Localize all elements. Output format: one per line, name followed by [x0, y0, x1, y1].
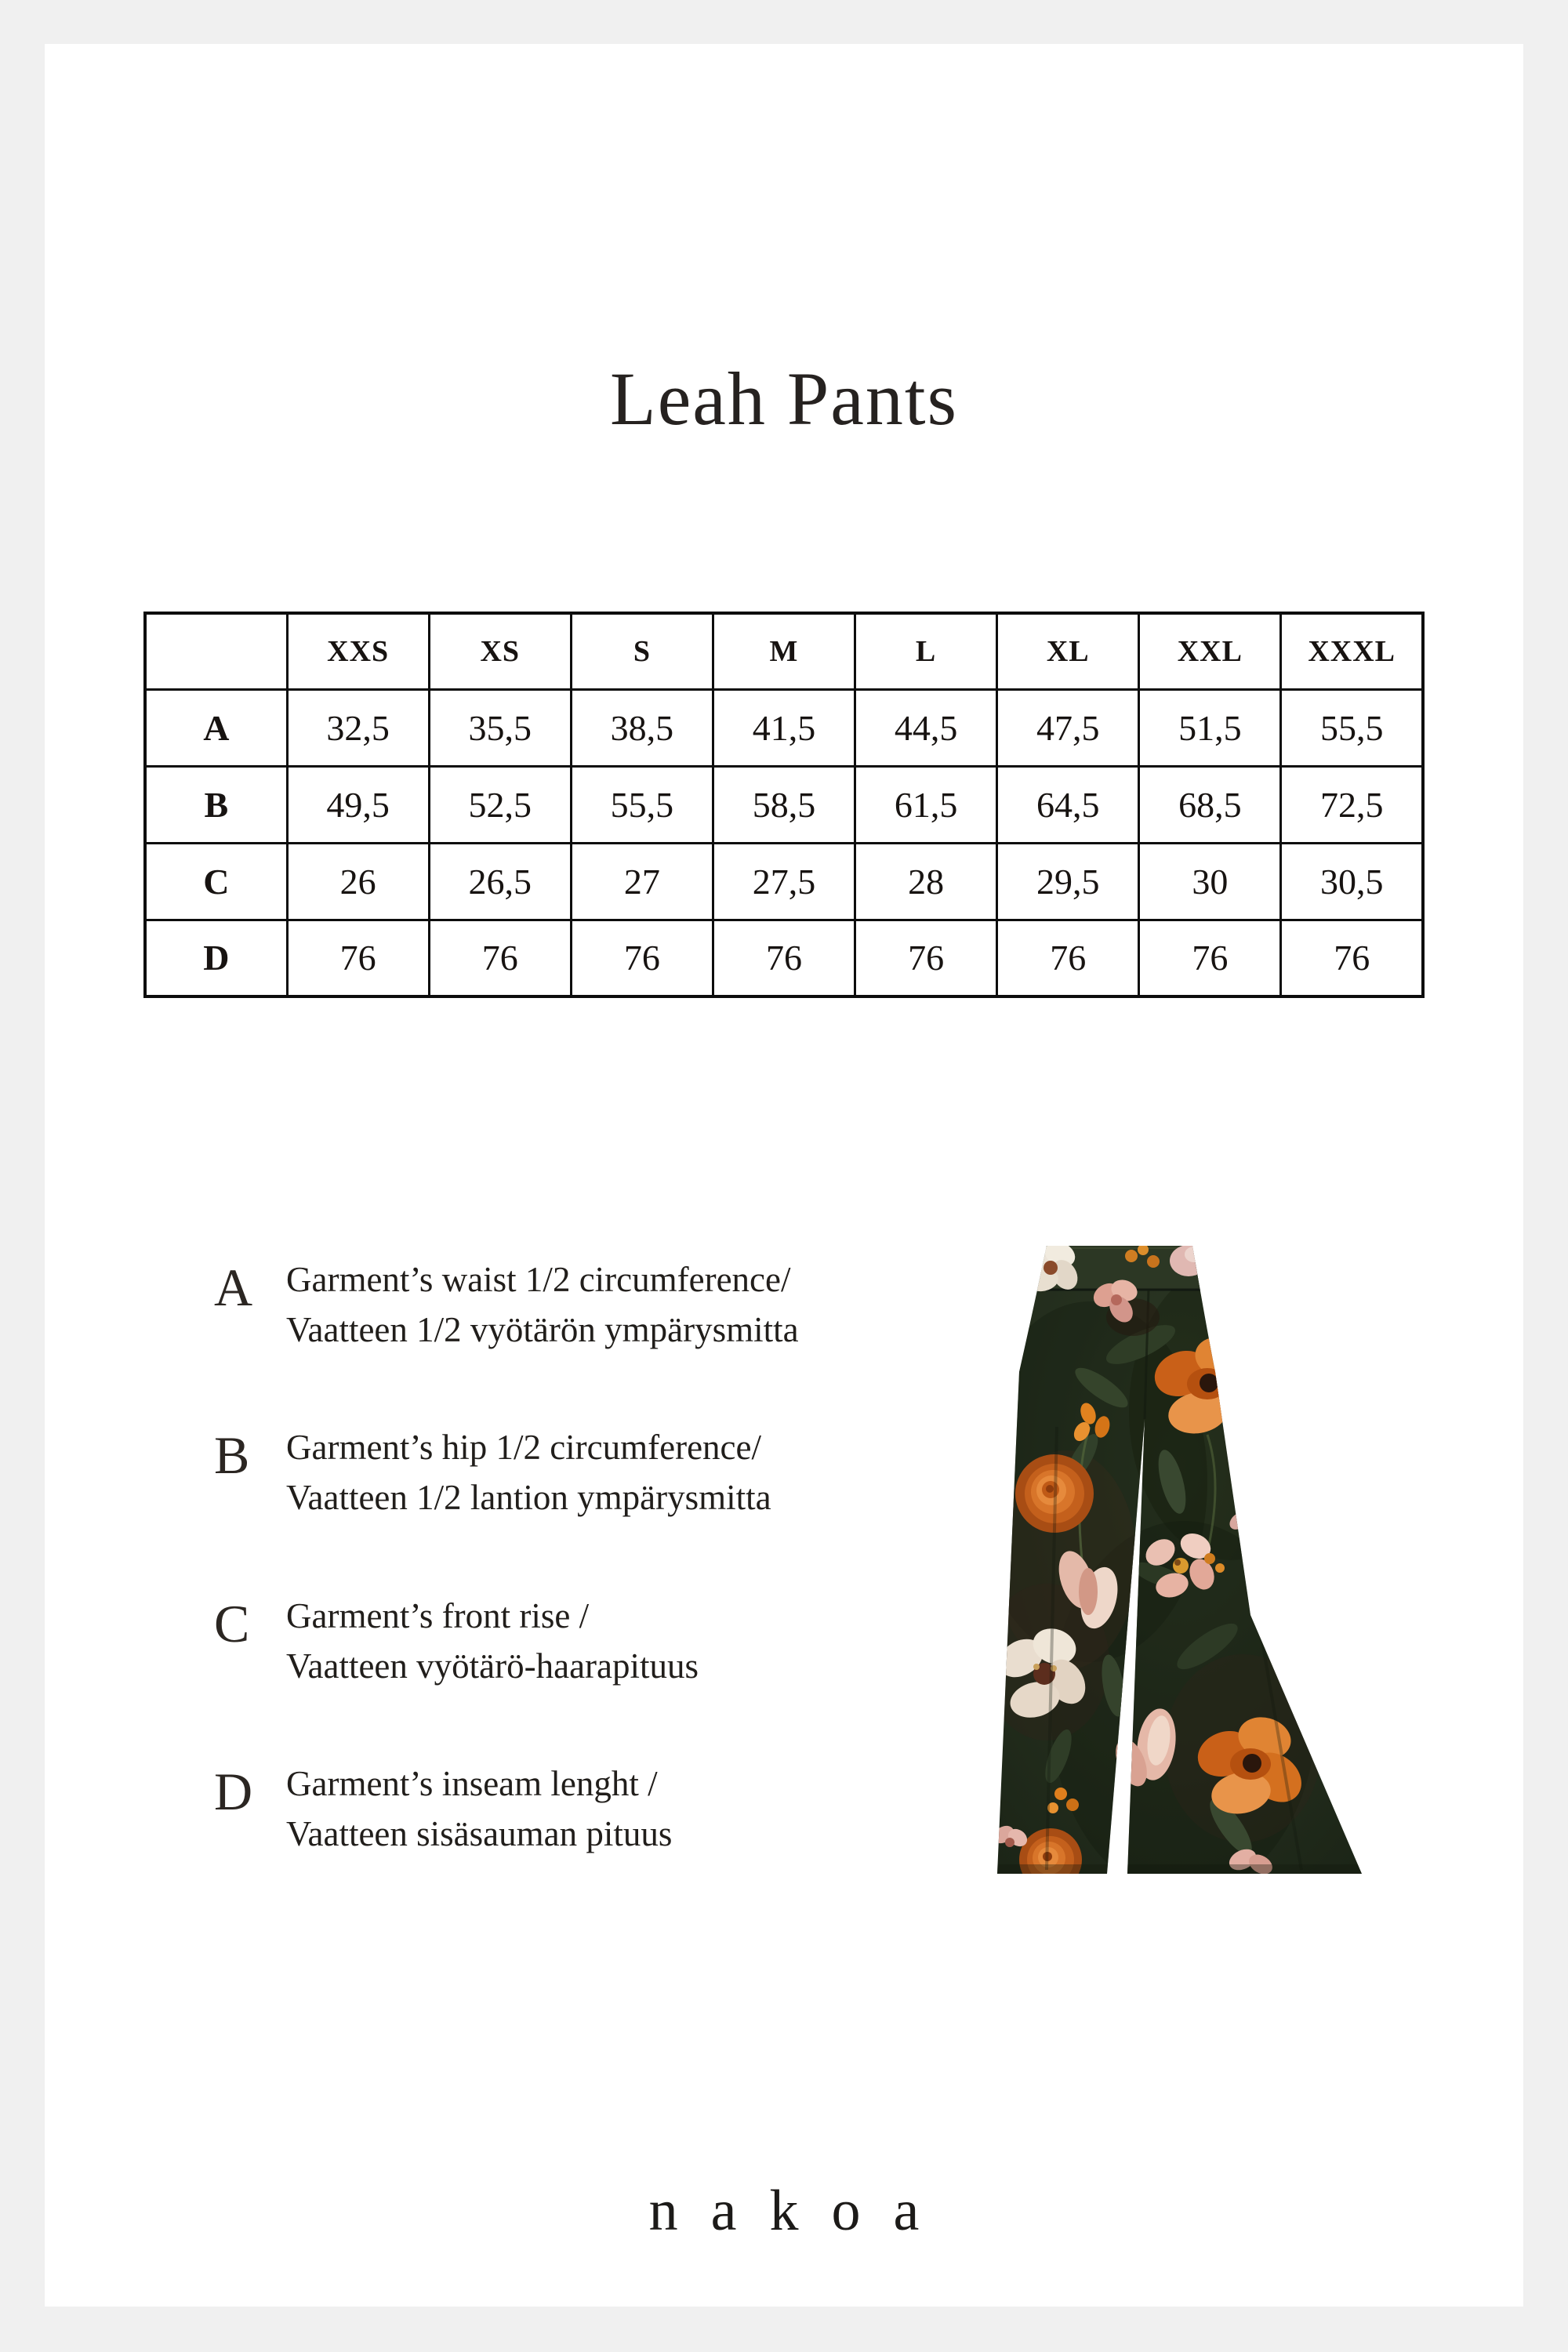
- cell-a-l: 44,5: [855, 689, 997, 766]
- cell-c-xxl: 30: [1139, 843, 1281, 920]
- cell-c-l: 28: [855, 843, 997, 920]
- col-header-s: S: [571, 613, 713, 689]
- legend-letter-c: C: [214, 1594, 250, 1653]
- legend-text-d: [286, 1759, 672, 1859]
- cell-b-s: 55,5: [571, 766, 713, 843]
- legend-letter-a: A: [214, 1258, 253, 1317]
- berries-upper-right: [1208, 1301, 1238, 1326]
- col-header-m: M: [713, 613, 855, 689]
- table-row-c: [145, 843, 1423, 920]
- cell-a-xs: 35,5: [429, 689, 571, 766]
- legend-d-line2: Vaatteen sisäsauman pituus: [286, 1814, 673, 1853]
- col-header-xl: XL: [997, 613, 1139, 689]
- cell-b-m: 58,5: [713, 766, 855, 843]
- legend-letter-d: D: [214, 1762, 253, 1821]
- cell-b-l: 61,5: [855, 766, 997, 843]
- cell-d-xs: 76: [429, 920, 571, 996]
- col-header-xxs: XXS: [287, 613, 429, 689]
- catalog-page: [45, 44, 1523, 2307]
- cell-c-xl: 29,5: [997, 843, 1139, 920]
- cell-d-l: 76: [855, 920, 997, 996]
- cell-d-xxl: 76: [1139, 920, 1281, 996]
- row-label-c: C: [145, 843, 287, 920]
- cell-a-xxxl: 55,5: [1281, 689, 1423, 766]
- row-label-d: D: [145, 920, 287, 996]
- col-header-l: L: [855, 613, 997, 689]
- legend-letter-b: B: [214, 1425, 250, 1485]
- legend-b-line2: Vaatteen 1/2 lantion ympärysmitta: [286, 1478, 771, 1517]
- cell-c-xxxl: 30,5: [1281, 843, 1423, 920]
- legend-c-line2: Vaatteen vyötärö-haarapituus: [286, 1646, 699, 1686]
- cell-a-xl: 47,5: [997, 689, 1139, 766]
- cell-a-xxs: 32,5: [287, 689, 429, 766]
- legend-a-line1: Garment’s waist 1/2 circumference/: [286, 1260, 791, 1299]
- cell-d-xxxl: 76: [1281, 920, 1423, 996]
- cell-c-xxs: 26: [287, 843, 429, 920]
- cell-b-xs: 52,5: [429, 766, 571, 843]
- table-row-d: [145, 920, 1423, 996]
- orange-rose-hem: [1019, 1828, 1082, 1889]
- cell-a-xxl: 51,5: [1139, 689, 1281, 766]
- row-label-a: A: [145, 689, 287, 766]
- cell-b-xxl: 68,5: [1139, 766, 1281, 843]
- size-table: [143, 612, 1425, 995]
- legend-item-b: [214, 1422, 771, 1523]
- table-row-a: [145, 689, 1423, 766]
- cell-a-m: 41,5: [713, 689, 855, 766]
- legend-c-line1: Garment’s front rise /: [286, 1596, 590, 1635]
- legend-d-line1: Garment’s inseam lenght /: [286, 1764, 658, 1803]
- cell-c-s: 27: [571, 843, 713, 920]
- cell-b-xl: 64,5: [997, 766, 1139, 843]
- cell-d-xxs: 76: [287, 920, 429, 996]
- cell-b-xxs: 49,5: [287, 766, 429, 843]
- legend-a-line2: Vaatteen 1/2 vyötärön ympärysmitta: [286, 1310, 799, 1349]
- cell-a-s: 38,5: [571, 689, 713, 766]
- cell-c-xs: 26,5: [429, 843, 571, 920]
- col-header-xs: XS: [429, 613, 571, 689]
- product-photo-floral-pants: [972, 1223, 1380, 1889]
- size-table-header-row: [145, 613, 1423, 689]
- cell-d-m: 76: [713, 920, 855, 996]
- cell-d-s: 76: [571, 920, 713, 996]
- row-label-b: B: [145, 766, 287, 843]
- brand-logo: [45, 2180, 1523, 2242]
- table-row-b: [145, 766, 1423, 843]
- cell-d-xl: 76: [997, 920, 1139, 996]
- col-header-xxl: XXL: [1139, 613, 1281, 689]
- legend-b-line1: Garment’s hip 1/2 circumference/: [286, 1428, 762, 1467]
- legend-item-a: [214, 1254, 799, 1355]
- legend-text-c: [286, 1591, 699, 1691]
- col-header-xxxl: XXXL: [1281, 613, 1423, 689]
- brand-logo-text: nakoa: [648, 2179, 953, 2243]
- corner-cell: [145, 613, 287, 689]
- cell-c-m: 27,5: [713, 843, 855, 920]
- legend-item-c: [214, 1591, 699, 1691]
- legend-text-a: [286, 1254, 799, 1355]
- cell-b-xxxl: 72,5: [1281, 766, 1423, 843]
- legend-text-b: [286, 1422, 771, 1523]
- legend-item-d: [214, 1759, 672, 1859]
- page-title: Leah Pants: [610, 357, 958, 441]
